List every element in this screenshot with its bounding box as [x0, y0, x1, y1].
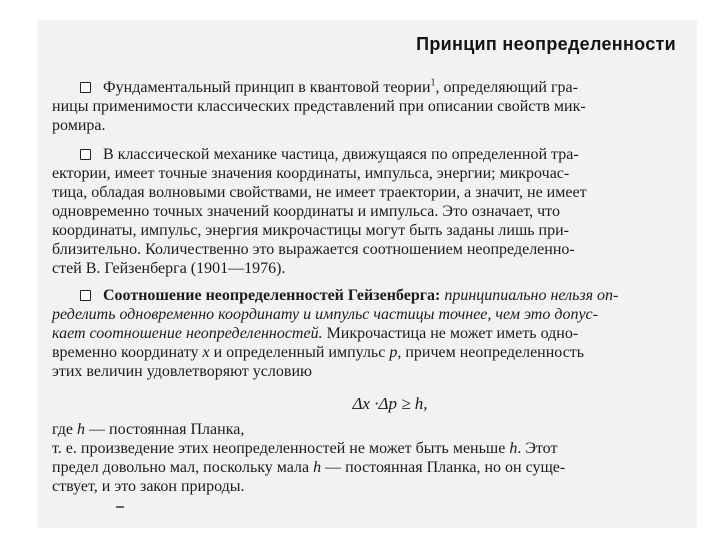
- paragraph-4-line-4: ствует, и это закон природы.: [52, 478, 245, 495]
- paragraph-3-line-3: кает соотношение неопределенностей. Микрочастица не может иметь одно-: [52, 325, 579, 342]
- paragraph-1-line-3: ромира.: [52, 117, 106, 134]
- paragraph-2-line-5: координаты, импульс, энергия микрочастицы могут быть заданы лишь при-: [52, 222, 570, 239]
- paragraph-2-line-2: ектории, имеет точные значения координаты, импульса, энергии; микрочас-: [52, 165, 570, 182]
- page-title: Принцип неопределенности: [416, 34, 676, 54]
- paragraph-3-line-2: ределить одновременно координату и импульс частицы точнее, чем это допус-: [52, 306, 598, 323]
- paragraph-1-line-1: Фундаментальный принцип в квантовой теории$^1$, определяющий гра-: [52, 78, 672, 97]
- bullet-square-icon: [80, 82, 91, 93]
- scan-artifact-mark: [116, 506, 124, 508]
- paragraph-1-line-2: ницы применимости классических представлений при описании свойств мик-: [52, 98, 586, 115]
- paragraph-4-line-3: предел довольно мал, поскольку мала h — постоянная Планка, но он суще-: [52, 459, 566, 476]
- paragraph-2: [52, 145, 672, 278]
- paragraph-3: [52, 286, 672, 381]
- paragraph-2-line-7: стей В. Гейзенберга (1901—1976).: [52, 260, 286, 277]
- paragraph-4-line-2: т. е. произведение этих неопределенностей не может быть меньше h. Этот: [52, 440, 558, 457]
- paragraph-3-line-1: Соотношение неопределенностей Гейзенберга: принципиально нельзя оп-: [52, 286, 672, 305]
- paragraph-4: [52, 420, 672, 496]
- paragraph-4-line-1: где h — постоянная Планка,: [52, 421, 245, 438]
- bullet-square-icon: [80, 149, 91, 160]
- paragraph-2-line-3: тица, обладая волновыми свойствами, не имеет траектории, а значит, не имеет: [52, 184, 587, 201]
- paragraph-3-line-5: этих величин удовлетворяют условию: [52, 363, 312, 380]
- paragraph-2-line-1: В классической механике частица, движущаяся по определенной тра-: [52, 145, 672, 164]
- paragraph-2-line-4: одновременно точных значений координаты и импульса. Это означает, что: [52, 203, 560, 220]
- heisenberg-heading: Соотношение неопределенностей Гейзенберга:: [103, 287, 441, 304]
- paragraph-2-line-6: близительно. Количественно это выражается соотношением неопределенно-: [52, 241, 575, 258]
- uncertainty-formula: Δx ·Δp ≥ h,: [352, 394, 428, 413]
- paragraph-3-line-4: временно координату x и определенный импульс p, причем неопределенность: [52, 344, 585, 361]
- footnote-marker: 1: [430, 77, 436, 89]
- bullet-square-icon: [80, 290, 91, 301]
- paragraph-1: [52, 78, 672, 135]
